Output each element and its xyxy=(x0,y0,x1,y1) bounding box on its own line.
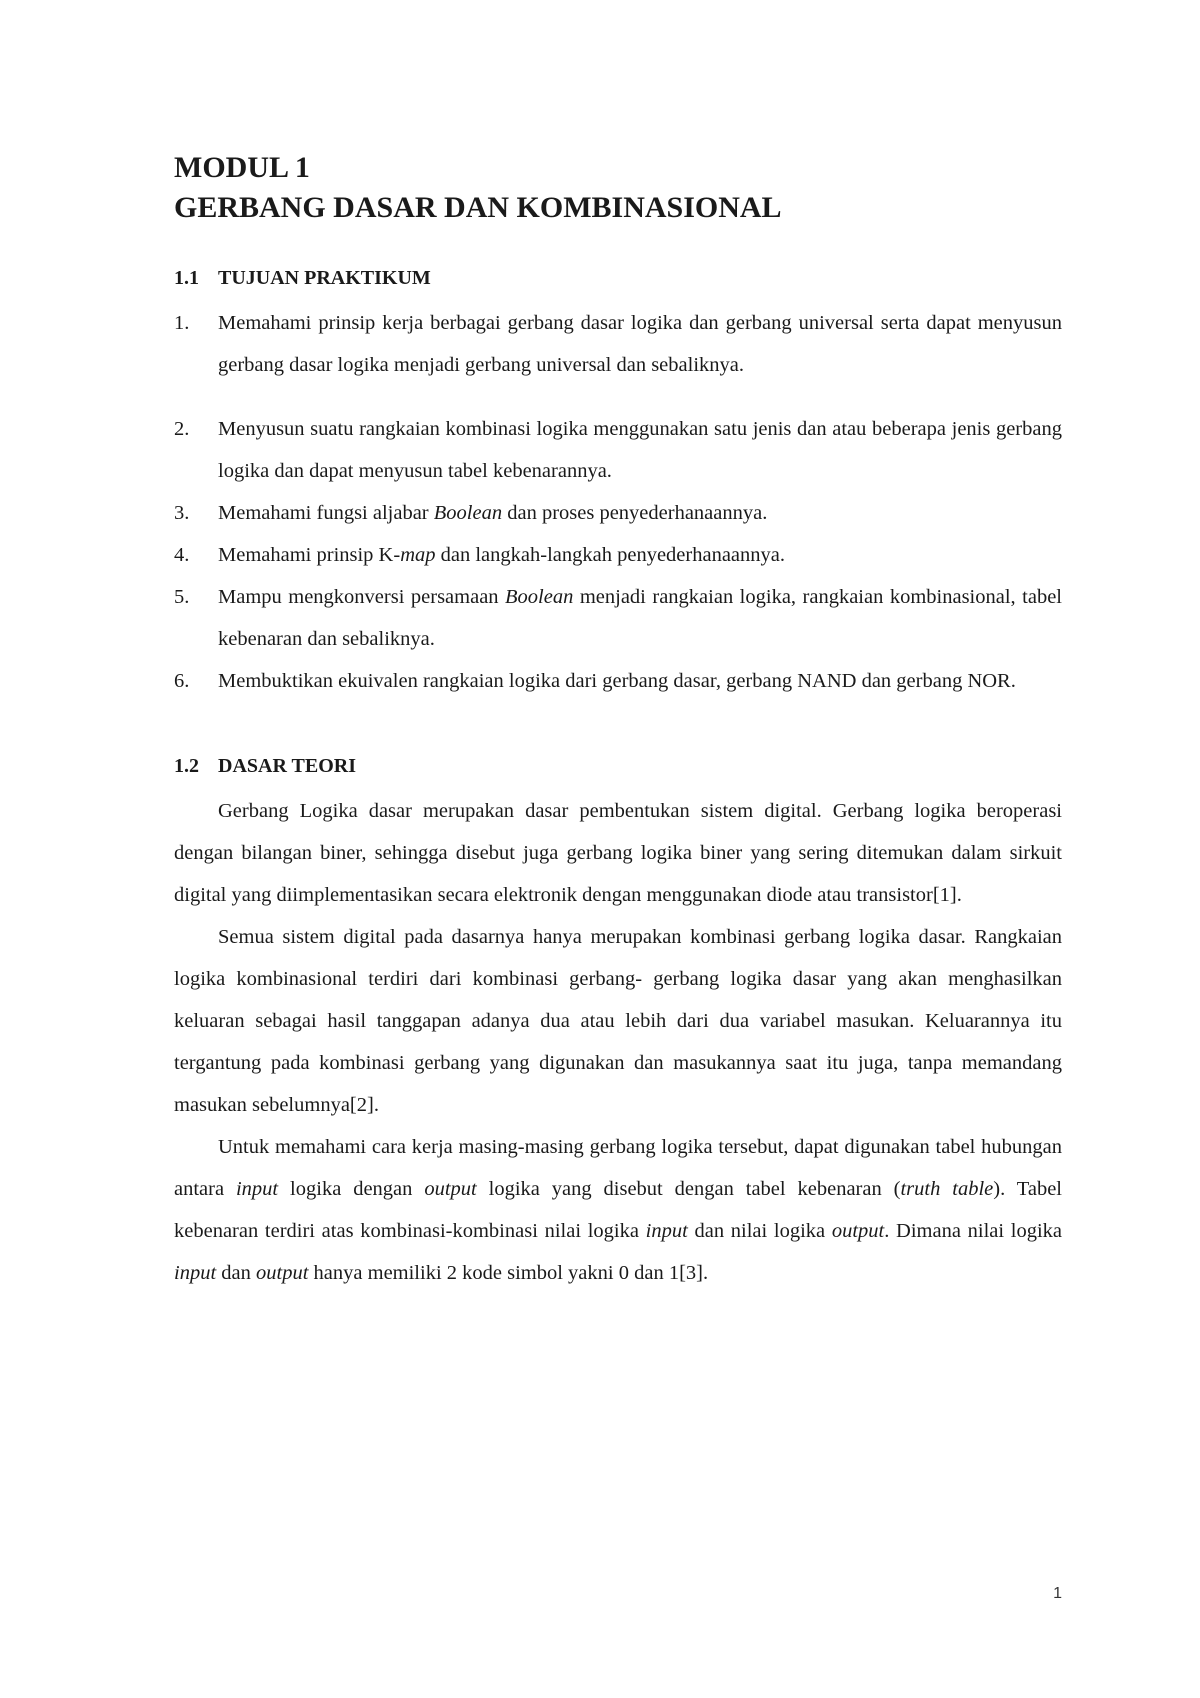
paragraph-emphasis: input xyxy=(235,1178,279,1200)
section-number: 1.1 xyxy=(174,267,199,289)
list-item-text-emphasis: Boolean xyxy=(505,586,574,608)
theory-body xyxy=(174,790,1062,1294)
list-item-text-emphasis: map xyxy=(400,544,436,566)
list-marker: 6. xyxy=(174,670,190,692)
list-item-text-post: dan proses penyederhanaannya. xyxy=(502,502,768,524)
paragraph-emphasis: input xyxy=(645,1220,688,1242)
list-item-text-pre: Memahami prinsip K- xyxy=(218,544,401,566)
theory-paragraph-1: Gerbang Logika dasar merupakan dasar pembentukan sistem digital. Gerbang logika beroperasi dengan bilangan biner, sehingga disebut juga gerbang logika biner yang sering ditemukan dalam sirkuit digital yang diimplementasikan secara elektronik dengan menggunakan diode atau transistor[1]. xyxy=(174,800,1062,906)
list-item-text-emphasis: Boolean xyxy=(433,502,503,524)
list-item-text-post: menjadi rangkaian logika, rangkaian kombinasional, tabel kebenaran dan sebaliknya. xyxy=(218,586,1062,650)
paragraph-text: . Dimana nilai logika xyxy=(884,1220,1062,1242)
theory-paragraph-3 xyxy=(174,1126,1062,1294)
section-title: TUJUAN PRAKTIKUM xyxy=(218,267,431,289)
page-number: 1 xyxy=(1053,1585,1062,1602)
list-marker: 4. xyxy=(174,544,190,566)
objectives-list xyxy=(174,302,1062,702)
title-line-2: GERBANG DASAR DAN KOMBINASIONAL xyxy=(174,191,782,224)
theory-paragraph-2: Semua sistem digital pada dasarnya hanya merupakan kombinasi gerbang logika dasar. Rangkaian logika kombinasional terdiri dari kombinasi gerbang- gerbang logika dasar yang akan menghasilkan keluaran sebagai hasil tanggapan adanya dua atau lebih dari dua variabel masukan. Keluarannya itu tergantung pada kombinasi gerbang yang digunakan dan masukannya saat itu juga, tanpa memandang masukan sebelumnya[2]. xyxy=(174,926,1062,1116)
list-item-text: Membuktikan ekuivalen rangkaian logika dari gerbang dasar, gerbang NAND dan gerbang NOR. xyxy=(218,670,1016,692)
paragraph-text: dan nilai logika xyxy=(687,1220,832,1242)
page-title xyxy=(174,148,782,228)
list-item xyxy=(174,492,1062,534)
paragraph-emphasis: input xyxy=(174,1262,217,1284)
section-title: DASAR TEORI xyxy=(218,755,356,777)
list-marker: 3. xyxy=(174,502,190,524)
list-marker: 1. xyxy=(174,312,190,334)
list-item xyxy=(174,408,1062,492)
paragraph-emphasis: output xyxy=(424,1178,477,1200)
list-marker: 5. xyxy=(174,586,190,608)
title-line-1: MODUL 1 xyxy=(174,151,310,184)
section-heading-theory xyxy=(174,752,356,780)
list-item-text-post: dan langkah-langkah penyederhanaannya. xyxy=(435,544,785,566)
section-number: 1.2 xyxy=(174,755,199,777)
list-marker: 2. xyxy=(174,418,190,440)
paragraph-emphasis: output xyxy=(831,1220,885,1242)
list-item xyxy=(174,660,1062,702)
paragraph-emphasis: truth table xyxy=(900,1178,994,1200)
paragraph-text: ). Tabel kebenaran terdiri atas kombinasi-kombinasi nilai logika xyxy=(174,1178,1062,1242)
section-heading-objectives xyxy=(174,264,431,292)
list-item-text: Menyusun suatu rangkaian kombinasi logika menggunakan satu jenis dan atau beberapa jenis gerbang logika dan dapat menyusun tabel kebenarannya. xyxy=(218,418,1062,482)
list-item xyxy=(174,576,1062,660)
list-item xyxy=(174,302,1062,386)
list-item-text-pre: Memahami fungsi aljabar xyxy=(218,502,434,524)
paragraph-text: hanya memiliki 2 kode simbol yakni 0 dan 1[3]. xyxy=(308,1262,709,1284)
paragraph-text: logika yang disebut dengan tabel kebenaran ( xyxy=(476,1178,901,1200)
paragraph-text: dan xyxy=(216,1262,257,1284)
list-item-text: Memahami prinsip kerja berbagai gerbang dasar logika dan gerbang universal serta dapat menyusun gerbang dasar logika menjadi gerbang universal dan sebaliknya. xyxy=(218,312,1062,376)
paragraph-emphasis: output xyxy=(256,1262,309,1284)
paragraph-text: logika dengan xyxy=(278,1178,425,1200)
list-item xyxy=(174,534,1062,576)
paragraph-text: Untuk memahami cara kerja masing-masing gerbang logika tersebut, dapat digunakan tabel hubungan antara xyxy=(174,1136,1062,1200)
list-item-text-pre: Mampu mengkonversi persamaan xyxy=(218,586,506,608)
